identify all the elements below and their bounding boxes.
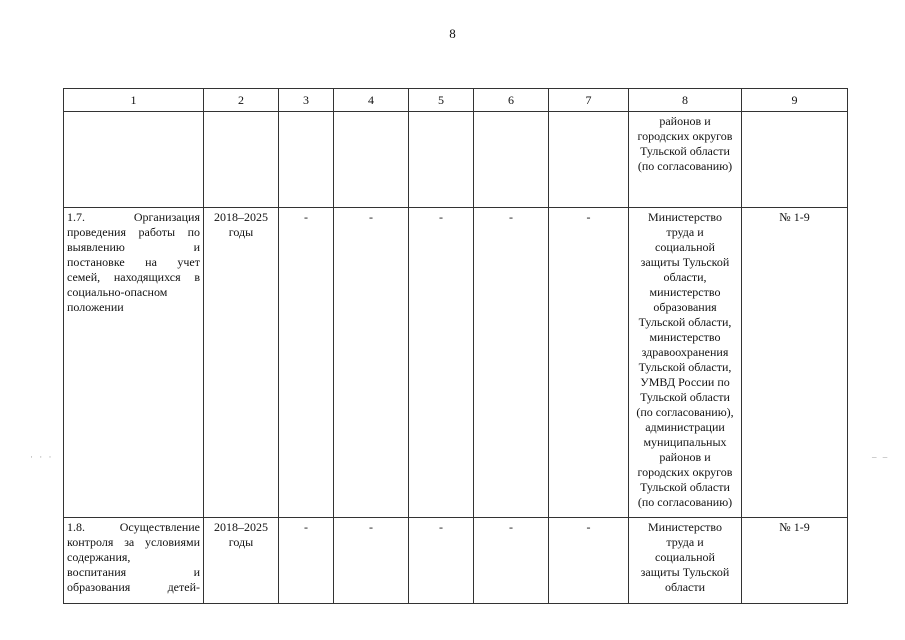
column-header-5: 5 <box>409 89 474 112</box>
executors-cell <box>629 518 742 604</box>
indicators-cell: № 1-9 <box>742 518 848 604</box>
period-line: годы <box>228 535 254 549</box>
value-cell-5: - <box>409 518 474 604</box>
measure-name-cell <box>64 518 204 604</box>
measure-name-line: социально-опасном <box>67 285 168 299</box>
table-row <box>64 518 848 604</box>
measure-name-line: положении <box>67 300 124 314</box>
value-cell-6: - <box>474 208 549 518</box>
executor-line: городских округов <box>637 465 733 479</box>
value-cell-3: - <box>279 208 334 518</box>
executor-line: Тульской области <box>640 390 730 404</box>
executor-line: защиты Тульской <box>640 565 730 579</box>
measure-name-line: постановке на учет <box>67 255 200 269</box>
value-cell-6: - <box>474 518 549 604</box>
executor-line: здравоохранения <box>641 345 729 359</box>
executor-line: Тульской области, <box>638 315 732 329</box>
value-cell-6 <box>474 112 549 208</box>
executor-line: труда и <box>666 225 704 239</box>
executor-line: министерство <box>649 330 721 344</box>
measures-table <box>63 88 848 604</box>
executor-line: защиты Тульской <box>640 255 730 269</box>
executor-line: Министерство <box>648 210 722 224</box>
executors-cell <box>629 112 742 208</box>
executor-line: (по согласованию) <box>637 495 733 509</box>
period-cell <box>204 208 279 518</box>
page-number: 8 <box>449 26 456 41</box>
period-cell <box>204 518 279 604</box>
executor-line: образования <box>653 300 717 314</box>
executors-cell <box>629 208 742 518</box>
executor-line: труда и <box>666 535 704 549</box>
measure-name-line: проведения работы по <box>67 225 200 239</box>
value-cell-5 <box>409 112 474 208</box>
period-cell <box>204 112 279 208</box>
value-cell-4: - <box>334 518 409 604</box>
column-header-3: 3 <box>279 89 334 112</box>
executor-line: УМВД России по <box>640 375 730 389</box>
measure-name-line: воспитания и <box>67 565 200 579</box>
value-cell-7 <box>549 112 629 208</box>
executor-line: (по согласованию) <box>637 159 733 173</box>
executor-line: социальной <box>655 240 715 254</box>
value-cell-4: - <box>334 208 409 518</box>
executor-line: Тульской области <box>640 480 730 494</box>
column-header-4: 4 <box>334 89 409 112</box>
measure-name-line: образования детей- <box>67 580 200 594</box>
value-cell-3: - <box>279 518 334 604</box>
measure-name-line: содержания, <box>67 550 131 564</box>
value-cell-4 <box>334 112 409 208</box>
value-cell-7: - <box>549 208 629 518</box>
table-row <box>64 112 848 208</box>
period-line: 2018–2025 <box>214 210 268 224</box>
column-header-1: 1 <box>64 89 204 112</box>
measure-name-line: выявлению и <box>67 240 200 254</box>
value-cell-3 <box>279 112 334 208</box>
executor-line: области, <box>663 270 707 284</box>
executor-line: Тульской области <box>640 144 730 158</box>
period-line: 2018–2025 <box>214 520 268 534</box>
executor-line: районов и <box>659 114 711 128</box>
column-header-8: 8 <box>629 89 742 112</box>
scan-mark-left: · · · <box>30 452 54 462</box>
period-line: годы <box>228 225 254 239</box>
measure-name-line: 1.7. Организация <box>67 210 200 224</box>
executor-line: муниципальных <box>643 435 727 449</box>
executor-line: Министерство <box>648 520 722 534</box>
table-header-row <box>64 89 848 112</box>
executor-line: администрации <box>645 420 725 434</box>
column-header-6: 6 <box>474 89 549 112</box>
executor-line: Тульской области, <box>638 360 732 374</box>
executor-line: районов и <box>659 450 711 464</box>
value-cell-7: - <box>549 518 629 604</box>
scan-mark-right: – – <box>872 452 890 462</box>
column-header-2: 2 <box>204 89 279 112</box>
measure-name-cell <box>64 112 204 208</box>
measure-name-line: 1.8. Осуществление <box>67 520 200 534</box>
table-row <box>64 208 848 518</box>
measure-name-line: семей, находящихся в <box>67 270 200 284</box>
executor-line: (по согласованию), <box>636 405 734 419</box>
executor-line: министерство <box>649 285 721 299</box>
executor-line: городских округов <box>637 129 733 143</box>
column-header-7: 7 <box>549 89 629 112</box>
indicators-cell: № 1-9 <box>742 208 848 518</box>
measure-name-cell <box>64 208 204 518</box>
indicators-cell <box>742 112 848 208</box>
value-cell-5: - <box>409 208 474 518</box>
executor-line: социальной <box>655 550 715 564</box>
executor-line: области <box>664 580 706 594</box>
measure-name-line: контроля за условиями <box>67 535 200 549</box>
column-header-9: 9 <box>742 89 848 112</box>
